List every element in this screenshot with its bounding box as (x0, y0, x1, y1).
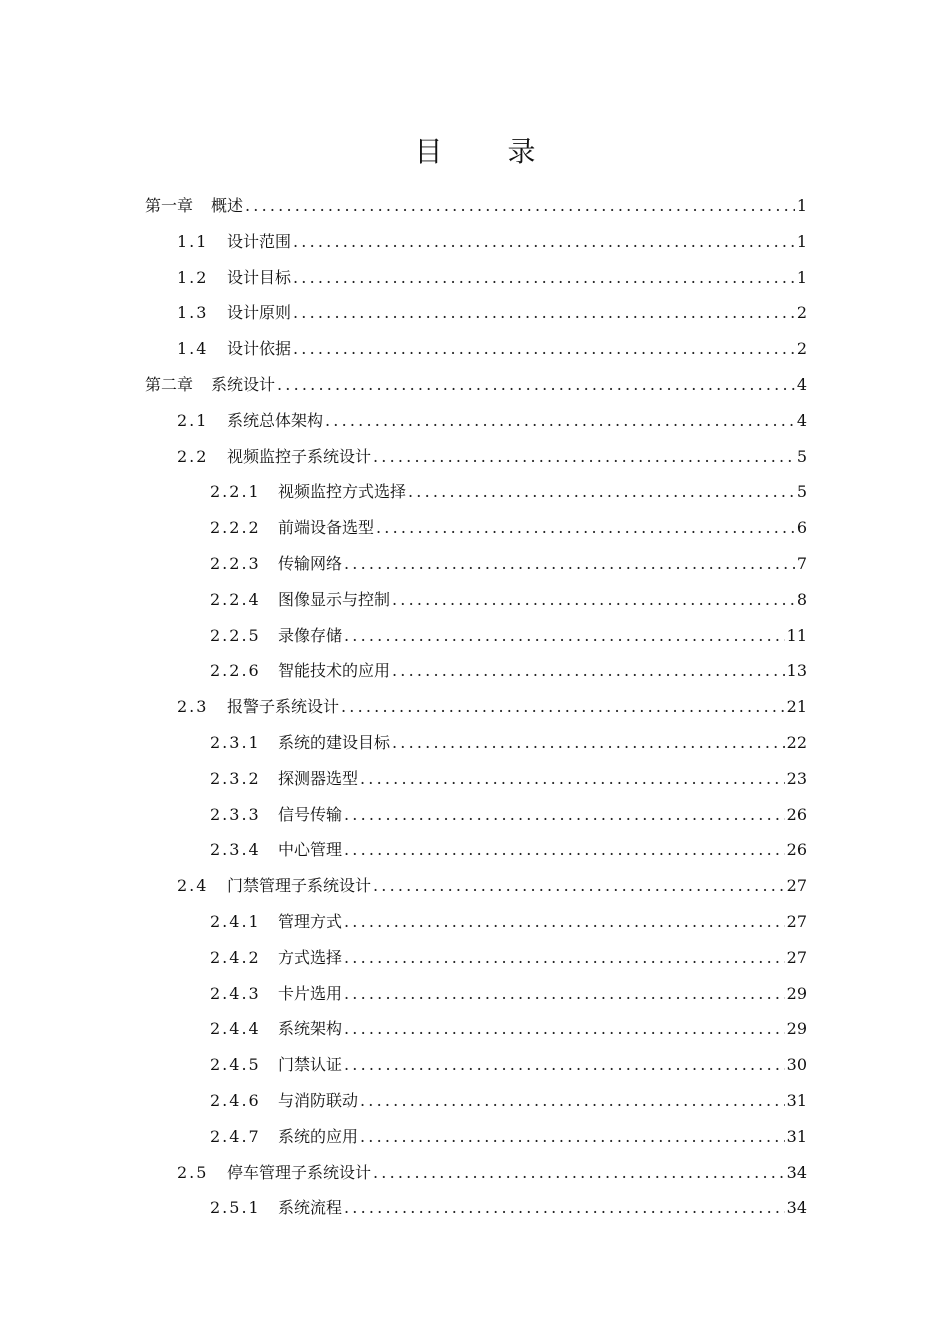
toc-entry-page-number: 2 (796, 339, 807, 359)
toc-entry-title: 前端设备选型 (278, 518, 375, 538)
toc-dot-leader (344, 940, 785, 976)
toc-entry[interactable] (145, 224, 807, 260)
toc-dot-leader (245, 188, 795, 224)
toc-entry-number: 1.3 (177, 303, 209, 323)
toc-entry-page-number: 11 (786, 625, 807, 645)
toc-entry-number: 2.2.4 (210, 589, 261, 609)
toc-entry-title: 传输网络 (278, 553, 343, 573)
toc-dot-leader (293, 295, 795, 331)
toc-dot-leader (376, 510, 795, 546)
toc-entry-page-number: 1 (796, 267, 807, 287)
toc-entry-title: 设计范围 (227, 231, 292, 251)
toc-entry[interactable] (145, 653, 807, 689)
toc-entry-title: 视频监控子系统设计 (227, 446, 372, 466)
toc-dot-leader (341, 689, 785, 725)
toc-entry[interactable] (145, 474, 807, 510)
toc-entry-page-number: 22 (786, 732, 807, 752)
toc-entry-page-number: 27 (786, 947, 807, 967)
toc-entry-page-number: 1 (796, 196, 807, 215)
toc-entry-title: 中心管理 (278, 840, 343, 860)
toc-entry-page-number: 34 (786, 1162, 807, 1182)
toc-dot-leader (344, 1047, 785, 1083)
toc-entry-page-number: 30 (786, 1055, 807, 1075)
toc-dot-leader (373, 439, 795, 475)
toc-entry[interactable] (145, 546, 807, 582)
toc-entry-number: 2.3.4 (210, 840, 261, 860)
toc-entry[interactable] (145, 797, 807, 833)
toc-entry-number: 2.3.3 (210, 804, 261, 824)
toc-entry-page-number: 31 (786, 1090, 807, 1110)
toc-entry[interactable] (145, 582, 807, 618)
toc-entry-title: 系统的应用 (278, 1126, 359, 1146)
toc-entry-number: 2.2.1 (210, 482, 261, 502)
toc-entry-number: 2.3.2 (210, 768, 261, 788)
toc-entry-page-number: 1 (796, 231, 807, 251)
toc-entry-title: 视频监控方式选择 (278, 482, 407, 502)
toc-entry-title: 探测器选型 (278, 768, 359, 788)
toc-dot-leader (408, 474, 795, 510)
toc-entry-title: 系统架构 (278, 1019, 343, 1039)
toc-dot-leader (360, 1119, 785, 1155)
toc-entry-page-number: 13 (786, 661, 807, 681)
toc-entry[interactable] (145, 832, 807, 868)
toc-entry-number: 2.4.2 (210, 947, 261, 967)
toc-entry-title: 设计依据 (227, 339, 292, 359)
toc-entry-number: 2.3.1 (210, 732, 261, 752)
toc-dot-leader (344, 546, 795, 582)
toc-dot-leader (373, 868, 785, 904)
toc-dot-leader (392, 653, 785, 689)
toc-entry-title: 智能技术的应用 (278, 661, 391, 681)
toc-entry-title: 系统流程 (278, 1198, 343, 1218)
toc-dot-leader (344, 832, 785, 868)
toc-entry-title: 方式选择 (278, 947, 343, 967)
toc-entry[interactable] (145, 295, 807, 331)
toc-entry-title: 图像显示与控制 (278, 589, 391, 609)
toc-entry[interactable] (145, 940, 807, 976)
toc-entry-number: 1.4 (177, 339, 209, 359)
toc-entry-title: 录像存储 (278, 625, 343, 645)
toc-entry[interactable] (145, 188, 807, 224)
toc-entry-title: 管理方式 (278, 911, 343, 931)
toc-entry-page-number: 27 (786, 876, 807, 896)
toc-entry-title: 设计目标 (227, 267, 292, 287)
toc-dot-leader (293, 260, 795, 296)
toc-dot-leader (293, 331, 795, 367)
toc-entry-title: 信号传输 (278, 804, 343, 824)
toc-entry-page-number: 4 (796, 410, 807, 430)
toc-entry-page-number: 4 (796, 374, 807, 394)
toc-entry-number: 2.3 (177, 697, 209, 717)
toc-entry-number: 2.5 (177, 1162, 209, 1182)
toc-entry-title: 系统的建设目标 (278, 732, 391, 752)
toc-entry-page-number: 6 (796, 518, 807, 538)
toc-entry-number: 2.2.5 (210, 625, 261, 645)
toc-entry-number: 2.2.3 (210, 553, 261, 573)
toc-entry-page-number: 2 (796, 303, 807, 323)
toc-entry[interactable] (145, 1190, 807, 1226)
toc-dot-leader (277, 367, 795, 403)
toc-entry-page-number: 26 (786, 804, 807, 824)
toc-entry[interactable] (145, 904, 807, 940)
toc-entry-number: 2.5.1 (210, 1198, 261, 1218)
toc-entry-number: 第二章 (145, 374, 194, 394)
toc-entry-number: 1.2 (177, 267, 209, 287)
toc-entry-number: 第一章 (145, 196, 194, 215)
toc-entry-page-number: 21 (786, 697, 807, 717)
toc-entry-page-number: 7 (796, 553, 807, 573)
toc-entry-number: 2.2 (177, 446, 209, 466)
toc-entry-number: 2.4 (177, 876, 209, 896)
toc-entry-number: 2.4.7 (210, 1126, 261, 1146)
toc-entry[interactable] (145, 868, 807, 904)
toc-entry[interactable] (145, 439, 807, 475)
toc-dot-leader (344, 1011, 785, 1047)
toc-entry-title: 系统总体架构 (227, 410, 324, 430)
toc-entry[interactable] (145, 403, 807, 439)
toc-dot-leader (344, 1190, 785, 1226)
toc-entry-title: 概述 (211, 196, 244, 215)
toc-entry[interactable] (145, 618, 807, 654)
toc-entry[interactable] (145, 260, 807, 296)
toc-entry-number: 2.4.5 (210, 1055, 261, 1075)
toc-dot-leader (360, 761, 785, 797)
toc-entry-title: 门禁认证 (278, 1055, 343, 1075)
toc-dot-leader (344, 797, 785, 833)
toc-entry-number: 2.4.4 (210, 1019, 261, 1039)
toc-dot-leader (344, 904, 785, 940)
toc-entry-page-number: 5 (796, 446, 807, 466)
toc-dot-leader (360, 1083, 785, 1119)
toc-dot-leader (373, 1155, 785, 1191)
toc-entry-page-number: 27 (786, 911, 807, 931)
toc-dot-leader (392, 582, 795, 618)
toc-entry-page-number: 34 (786, 1198, 807, 1218)
toc-dot-leader (392, 725, 785, 761)
toc-entry-page-number: 23 (786, 768, 807, 788)
toc-entry[interactable] (145, 689, 807, 725)
toc-entry-number: 2.2.2 (210, 518, 261, 538)
toc-entry-page-number: 29 (786, 983, 807, 1003)
toc-entry[interactable] (145, 761, 807, 797)
toc-entry-number: 2.1 (177, 410, 209, 430)
toc-entry-title: 门禁管理子系统设计 (227, 876, 372, 896)
toc-entry-number: 1.1 (177, 231, 209, 251)
toc-dot-leader (293, 224, 795, 260)
toc-entry-number: 2.4.1 (210, 911, 261, 931)
toc-entry-title: 卡片选用 (278, 983, 343, 1003)
toc-entry[interactable] (145, 1155, 807, 1191)
toc-entry[interactable] (145, 1083, 807, 1119)
toc-entry[interactable] (145, 510, 807, 546)
toc-entry-page-number: 5 (796, 482, 807, 502)
toc-title: 目 录 (414, 135, 564, 168)
toc-entry-page-number: 29 (786, 1019, 807, 1039)
toc-entry[interactable] (145, 1047, 807, 1083)
toc-dot-leader (344, 976, 785, 1012)
toc-entry-title: 系统设计 (211, 374, 276, 394)
toc-dot-leader (325, 403, 795, 439)
toc-entry-title: 报警子系统设计 (227, 697, 340, 717)
toc-entry[interactable] (145, 976, 807, 1012)
toc-entry[interactable] (145, 1011, 807, 1047)
toc-entry[interactable] (145, 725, 807, 761)
toc-entry-number: 2.4.3 (210, 983, 261, 1003)
toc-entry-page-number: 31 (786, 1126, 807, 1146)
toc-entry-page-number: 8 (796, 589, 807, 609)
toc-dot-leader (344, 618, 785, 654)
toc-list (145, 188, 807, 1226)
toc-entry[interactable] (145, 367, 807, 403)
toc-entry[interactable] (145, 331, 807, 367)
toc-entry-number: 2.4.6 (210, 1090, 261, 1110)
toc-entry[interactable] (145, 1119, 807, 1155)
toc-entry-title: 与消防联动 (278, 1090, 359, 1110)
toc-entry-title: 停车管理子系统设计 (227, 1162, 372, 1182)
toc-entry-number: 2.2.6 (210, 661, 261, 681)
toc-entry-page-number: 26 (786, 840, 807, 860)
toc-entry-title: 设计原则 (227, 303, 292, 323)
